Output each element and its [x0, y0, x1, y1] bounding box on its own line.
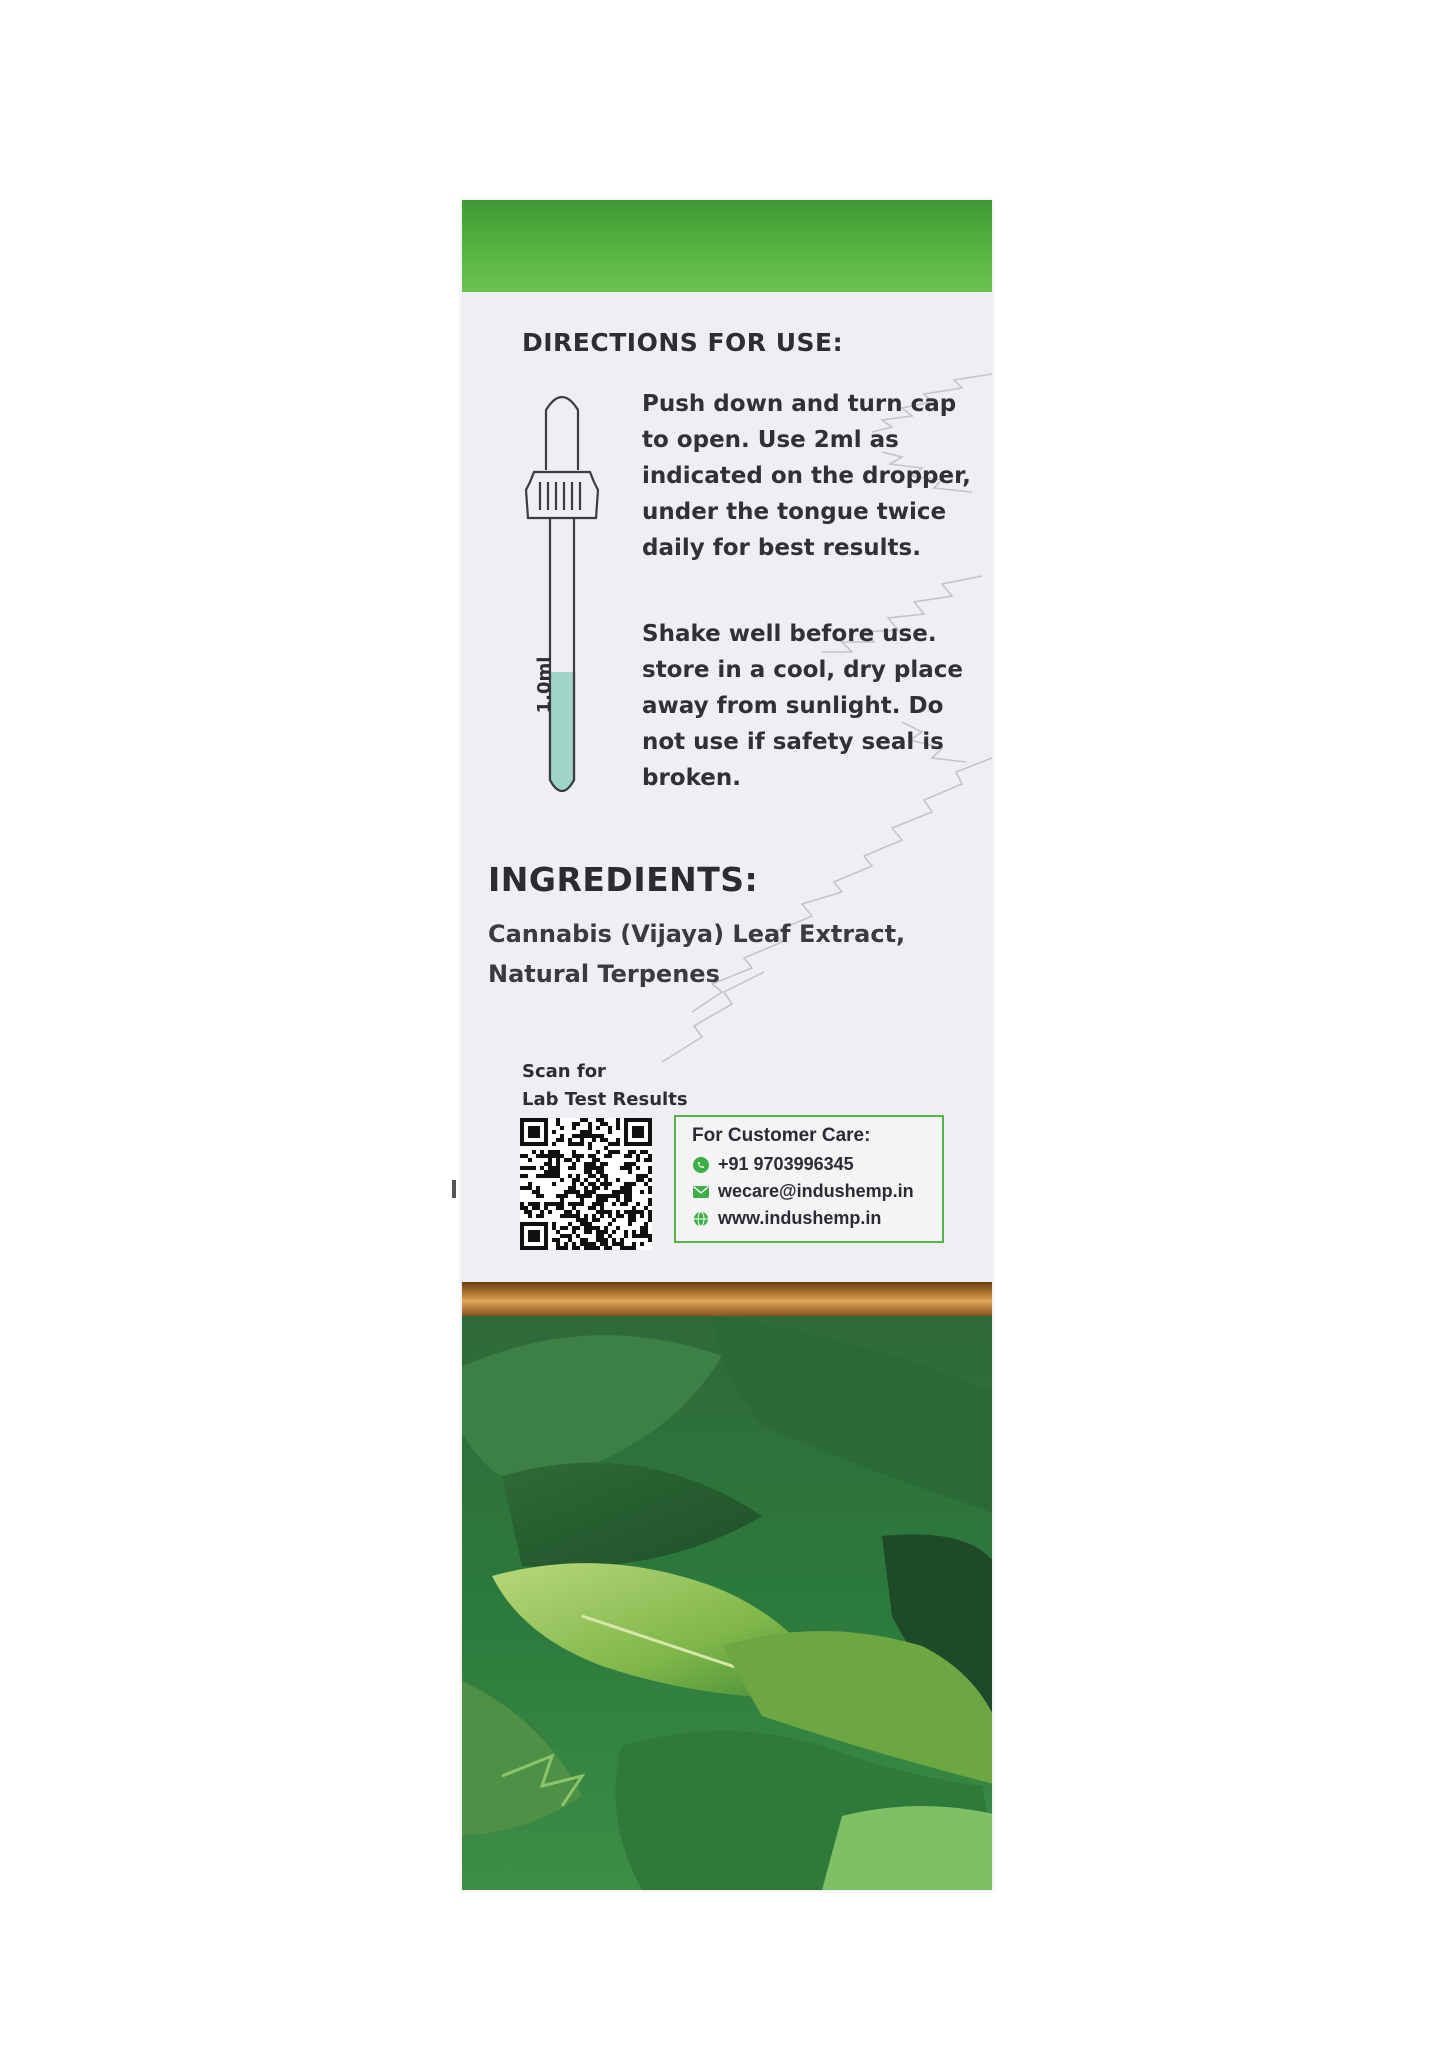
- qr-code[interactable]: [520, 1118, 652, 1250]
- directions-paragraph-storage: Shake well before use. store in a cool, dry place away from sunlight. Do not use if safety seal is broken.: [642, 621, 964, 791]
- product-box-side-panel: [462, 200, 992, 1890]
- green-top-band: [462, 200, 992, 292]
- scan-label-line2: Lab Test Results: [522, 1089, 688, 1110]
- customer-care-web-row[interactable]: [692, 1205, 942, 1232]
- scan-label-line1: Scan for: [522, 1061, 606, 1082]
- whatsapp-icon: [692, 1156, 710, 1174]
- customer-care-email: wecare@indushemp.in: [718, 1181, 914, 1201]
- customer-care-box: [674, 1115, 944, 1243]
- edge-mark: [452, 1180, 456, 1198]
- directions-heading: DIRECTIONS FOR USE:: [522, 328, 844, 357]
- customer-care-phone: +91 9703996345: [718, 1154, 854, 1174]
- dropper-icon: [512, 390, 612, 800]
- customer-care-title: For Customer Care:: [692, 1125, 871, 1146]
- customer-care-phone-row[interactable]: [692, 1151, 942, 1178]
- copper-band: [462, 1282, 992, 1316]
- scan-label: [522, 1058, 688, 1114]
- mail-icon: [692, 1183, 710, 1201]
- globe-icon: [692, 1210, 710, 1228]
- ingredients-list: Cannabis (Vijaya) Leaf Extract, Natural Terpenes: [488, 920, 906, 988]
- customer-care-website: www.indushemp.in: [718, 1208, 882, 1228]
- ingredients-heading: INGREDIENTS:: [488, 860, 759, 899]
- customer-care-email-row[interactable]: [692, 1178, 942, 1205]
- leaf-photo: [462, 1316, 992, 1890]
- dropper-measure-label: 1.0ml: [534, 656, 555, 714]
- directions-paragraph-open: Push down and turn cap to open. Use 2ml as indicated on the dropper, under the tongue twice daily for best results.: [642, 391, 971, 561]
